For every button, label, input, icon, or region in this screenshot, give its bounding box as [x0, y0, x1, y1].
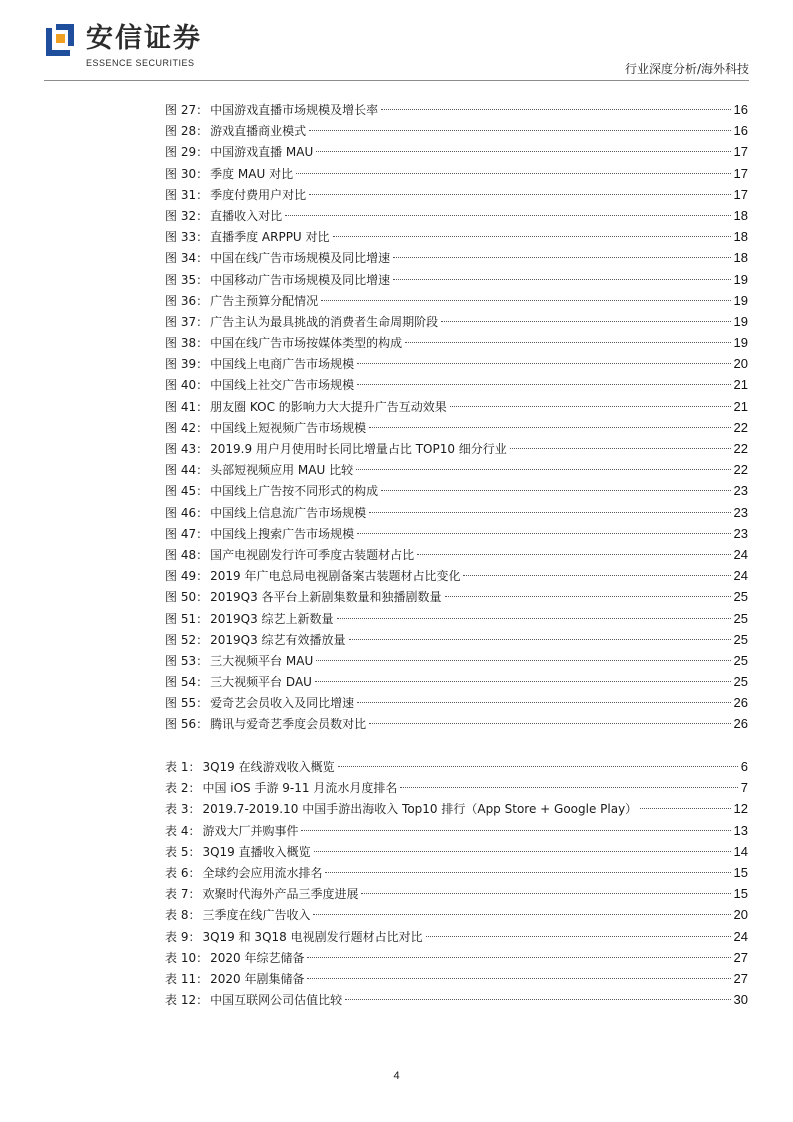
toc-entry-title: 2020 年综艺储备: [210, 950, 305, 965]
toc-entry-page: 22: [733, 462, 748, 478]
page-number: 4: [393, 1070, 400, 1082]
toc-entry-page: 24: [733, 928, 748, 944]
toc-entry-page: 26: [733, 695, 748, 711]
figure-index-entry[interactable]: [165, 544, 748, 565]
figure-index-entry[interactable]: [165, 332, 748, 353]
toc-leader-dots: [345, 999, 730, 1000]
toc-leader-dots: [381, 109, 730, 110]
toc-entry-label: 图 47：: [165, 526, 209, 541]
toc-leader-dots: [441, 321, 730, 322]
table-index-entry[interactable]: [165, 904, 748, 925]
table-index-entry[interactable]: [165, 777, 748, 798]
toc-leader-dots: [640, 808, 730, 809]
toc-entry-title: 3Q19 和 3Q18 电视剧发行题材占比对比: [202, 929, 423, 944]
toc-entry-page: 12: [733, 801, 748, 817]
figure-index-entry[interactable]: [165, 374, 748, 395]
toc-entry-page: 25: [733, 674, 748, 690]
toc-leader-dots: [445, 596, 731, 597]
toc-leader-dots: [309, 130, 730, 131]
table-index-entry[interactable]: [165, 841, 748, 862]
figure-index-entry[interactable]: [165, 353, 748, 374]
toc-entry-page: 25: [733, 652, 748, 668]
toc-leader-dots: [337, 618, 731, 619]
toc-entry-page: 30: [733, 992, 748, 1008]
toc-entry-page: 17: [733, 186, 748, 202]
toc-leader-dots: [357, 384, 730, 385]
table-index: [165, 756, 748, 1010]
toc-entry-title: 国产电视剧发行许可季度古装题材占比: [210, 547, 415, 562]
toc-entry-page: 15: [733, 886, 748, 902]
toc-entry-page: 21: [733, 398, 748, 414]
toc-entry-page: 7: [740, 780, 748, 796]
toc-entry-label: 表 4：: [165, 823, 201, 838]
toc-entry-title: 直播季度 ARPPU 对比: [210, 230, 330, 245]
toc-entry-label: 图 32：: [165, 208, 209, 223]
toc-entry-title: 中国线上广告按不同形式的构成: [210, 484, 379, 499]
toc-entry-label: 图 48：: [165, 547, 209, 562]
toc-entry-page: 27: [733, 949, 748, 965]
brand-name-cn: 安信证券: [86, 23, 202, 54]
toc-leader-dots: [510, 448, 731, 449]
toc-entry-label: 图 56：: [165, 717, 209, 732]
toc-entry-label: 图 55：: [165, 696, 209, 711]
toc-leader-dots: [405, 342, 730, 343]
toc-leader-dots: [393, 279, 730, 280]
toc-entry-page: 25: [733, 610, 748, 626]
toc-entry-label: 图 38：: [165, 336, 209, 351]
toc-leader-dots: [307, 978, 730, 979]
toc-entry-page: 19: [733, 313, 748, 329]
toc-entry-label: 图 50：: [165, 590, 209, 605]
toc-entry-label: 图 52：: [165, 632, 209, 647]
toc-entry-page: 22: [733, 441, 748, 456]
figure-index-entry[interactable]: [165, 184, 748, 205]
toc-entry-page: 25: [733, 589, 748, 605]
toc-entry-page: 17: [733, 144, 748, 160]
toc-leader-dots: [325, 872, 730, 873]
toc-entry-label: 图 42：: [165, 420, 209, 435]
figure-index-entry[interactable]: [165, 247, 748, 268]
table-index-entry[interactable]: [165, 798, 748, 819]
figure-index-entry[interactable]: [165, 311, 748, 332]
toc-leader-dots: [321, 300, 730, 301]
toc-entry-title: 2020 年剧集储备: [210, 971, 305, 986]
toc-leader-dots: [400, 787, 737, 788]
toc-entry-page: 20: [733, 907, 748, 923]
toc-entry-label: 图 46：: [165, 505, 209, 520]
toc-leader-dots: [450, 406, 731, 407]
figure-index-entry[interactable]: [165, 586, 748, 607]
toc-entry-label: 图 39：: [165, 357, 209, 372]
toc-leader-dots: [357, 533, 730, 534]
figure-index-entry[interactable]: [165, 99, 748, 120]
figure-index-entry[interactable]: [165, 608, 748, 629]
toc-leader-dots: [309, 194, 730, 195]
toc-entry-label: 图 31：: [165, 187, 209, 202]
toc-entry-label: 表 11：: [165, 971, 209, 986]
toc-leader-dots: [361, 893, 730, 894]
toc-entry-label: 表 6：: [165, 865, 201, 880]
toc-entry-title: 3Q19 在线游戏收入概览: [202, 760, 335, 774]
figure-index-entry[interactable]: [165, 671, 748, 692]
toc-entry-label: 表 8：: [165, 908, 201, 923]
table-index-entry[interactable]: [165, 883, 748, 904]
toc-entry-label: 图 34：: [165, 251, 209, 266]
toc-entry-title: 广告主预算分配情况: [210, 293, 319, 308]
figure-index-entry[interactable]: [165, 438, 748, 459]
table-index-entry[interactable]: [165, 926, 748, 947]
figure-index-entry[interactable]: [165, 629, 748, 650]
toc-leader-dots: [349, 639, 731, 640]
toc-entry-page: 25: [733, 631, 748, 647]
figure-index-entry[interactable]: [165, 396, 748, 417]
table-index-entry[interactable]: [165, 989, 748, 1010]
toc-entry-title: 广告主认为最具挑战的消费者生命周期阶段: [210, 314, 439, 329]
toc-entry-title: 2019.7-2019.10 中国手游出海收入 Top10 排行（App Store + Google Play）: [202, 802, 638, 817]
figure-index-entry[interactable]: [165, 565, 748, 586]
figure-index-entry[interactable]: [165, 205, 748, 226]
toc-leader-dots: [393, 257, 730, 258]
toc-leader-dots: [381, 490, 730, 491]
toc-entry-label: 图 40：: [165, 378, 209, 393]
figure-index-entry[interactable]: [165, 163, 748, 184]
toc-entry-title: 中国游戏直播 MAU: [210, 145, 314, 160]
toc-leader-dots: [316, 151, 730, 152]
toc-entry-page: 23: [733, 525, 748, 541]
toc-entry-label: 图 45：: [165, 484, 209, 499]
figure-index-entry[interactable]: [165, 692, 748, 713]
toc-entry-title: 腾讯与爱奇艺季度会员数对比: [210, 717, 367, 732]
toc-leader-dots: [301, 830, 730, 831]
toc-entry-page: 24: [733, 568, 748, 584]
page-header: [0, 0, 793, 82]
toc-leader-dots: [285, 215, 730, 216]
toc-entry-title: 2019Q3 综艺有效播放量: [210, 632, 346, 647]
essence-logo-icon: [44, 22, 76, 58]
figure-index: [165, 99, 748, 735]
report-category: 行业深度分析/海外科技: [624, 62, 749, 76]
table-index-entry[interactable]: [165, 756, 748, 777]
toc-entry-title: 三大视频平台 DAU: [210, 675, 312, 690]
toc-entry-title: 中国在线广告市场按媒体类型的构成: [210, 336, 403, 351]
toc-leader-dots: [296, 173, 730, 174]
toc-leader-dots: [307, 957, 730, 958]
toc-entry-title: 中国互联网公司估值比较: [210, 993, 343, 1008]
toc-entry-title: 中国游戏直播市场规模及增长率: [210, 103, 379, 117]
toc-entry-label: 图 29：: [165, 145, 209, 160]
toc-entry-title: 3Q19 直播收入概览: [202, 844, 311, 859]
toc-leader-dots: [426, 936, 731, 937]
table-index-entry[interactable]: [165, 820, 748, 841]
figure-index-entry[interactable]: [165, 523, 748, 544]
toc-entry-label: 表 12：: [165, 993, 209, 1008]
toc-entry-title: 中国 iOS 手游 9-11 月流水月度排名: [202, 781, 398, 796]
toc-entry-label: 图 43：: [165, 442, 209, 456]
toc-entry-title: 朋友圈 KOC 的影响力大大提升广告互动效果: [210, 399, 447, 414]
toc-entry-title: 中国移动广告市场规模及同比增速: [210, 272, 391, 287]
toc-leader-dots: [316, 660, 730, 661]
toc-entry-page: 18: [733, 229, 748, 245]
figure-index-entry[interactable]: [165, 713, 748, 734]
toc-entry-label: 表 2：: [165, 781, 201, 796]
figure-index-entry[interactable]: [165, 226, 748, 247]
toc-entry-page: 16: [733, 123, 748, 139]
toc-entry-page: 26: [733, 716, 748, 732]
toc-entry-title: 直播收入对比: [210, 208, 283, 223]
toc-entry-title: 游戏直播商业模式: [210, 124, 307, 139]
toc-entry-page: 22: [733, 419, 748, 435]
toc-entry-label: 图 37：: [165, 314, 209, 329]
toc-entry-label: 图 49：: [165, 569, 209, 584]
toc-entry-title: 全球约会应用流水排名: [202, 865, 323, 880]
toc-entry-label: 表 10：: [165, 950, 209, 965]
toc-entry-label: 图 35：: [165, 272, 209, 287]
toc-entry-page: 27: [733, 970, 748, 986]
figure-index-entry[interactable]: [165, 269, 748, 290]
toc-leader-dots: [333, 236, 731, 237]
toc-leader-dots: [417, 554, 730, 555]
toc-leader-dots: [369, 512, 730, 513]
toc-entry-label: 表 9：: [165, 929, 201, 944]
toc-leader-dots: [369, 723, 730, 724]
toc-entry-page: 13: [733, 822, 748, 838]
toc-leader-dots: [338, 766, 738, 767]
toc-entry-title: 季度 MAU 对比: [210, 166, 294, 181]
toc-entry-title: 三季度在线广告收入: [202, 908, 311, 923]
toc-entry-label: 图 51：: [165, 611, 209, 626]
toc-entry-page: 21: [733, 377, 748, 393]
header-divider: [44, 80, 749, 81]
toc-entry-label: 图 41：: [165, 399, 209, 414]
figure-index-entry[interactable]: [165, 120, 748, 141]
toc-entry-page: 14: [733, 843, 748, 859]
toc-entry-label: 表 7：: [165, 887, 201, 902]
toc-entry-page: 18: [733, 250, 748, 266]
toc-entry-label: 图 30：: [165, 166, 209, 181]
toc-leader-dots: [463, 575, 730, 576]
toc-leader-dots: [356, 469, 730, 470]
toc-leader-dots: [357, 363, 730, 364]
toc-entry-title: 2019Q3 各平台上新剧集数量和独播剧数量: [210, 590, 442, 605]
toc-entry-title: 游戏大厂并购事件: [202, 823, 299, 838]
toc-entry-page: 16: [733, 102, 748, 117]
toc-entry-page: 6: [740, 759, 748, 774]
toc-entry-page: 20: [733, 356, 748, 372]
toc-entry-title: 2019Q3 综艺上新数量: [210, 611, 334, 626]
toc-entry-page: 18: [733, 207, 748, 223]
toc-leader-dots: [357, 702, 730, 703]
toc-leader-dots: [369, 427, 730, 428]
toc-entry-title: 中国在线广告市场规模及同比增速: [210, 251, 391, 266]
toc-entry-page: 24: [733, 546, 748, 562]
table-index-entry[interactable]: [165, 862, 748, 883]
toc-entry-label: 图 27：: [165, 103, 209, 117]
toc-entry-title: 季度付费用户对比: [210, 187, 307, 202]
toc-entry-label: 表 1：: [165, 760, 201, 774]
toc-entry-label: 图 53：: [165, 653, 209, 668]
toc-entry-label: 图 44：: [165, 463, 209, 478]
toc-entry-title: 中国线上短视频广告市场规模: [210, 420, 367, 435]
toc-leader-dots: [315, 681, 731, 682]
toc-leader-dots: [313, 914, 730, 915]
toc-entry-title: 三大视频平台 MAU: [210, 653, 314, 668]
table-index-entry[interactable]: [165, 968, 748, 989]
toc-entry-page: 17: [733, 165, 748, 181]
toc-entry-title: 中国线上搜索广告市场规模: [210, 526, 355, 541]
toc-entry-label: 图 28：: [165, 124, 209, 139]
toc-entry-page: 19: [733, 335, 748, 351]
toc-entry-page: 19: [733, 271, 748, 287]
figure-index-entry[interactable]: [165, 417, 748, 438]
toc-entry-title: 中国线上电商广告市场规模: [210, 357, 355, 372]
toc-entry-page: 23: [733, 483, 748, 499]
toc-entry-label: 表 5：: [165, 844, 201, 859]
toc-entry-label: 图 33：: [165, 230, 209, 245]
brand-name-en: ESSENCE SECURITIES: [86, 58, 195, 68]
toc-entry-label: 图 36：: [165, 293, 209, 308]
toc-entry-title: 爱奇艺会员收入及同比增速: [210, 696, 355, 711]
toc-entry-label: 表 3：: [165, 802, 201, 817]
toc-entry-page: 23: [733, 504, 748, 520]
figure-index-entry[interactable]: [165, 650, 748, 671]
toc-entry-title: 2019.9 用户月使用时长同比增量占比 TOP10 细分行业: [210, 442, 507, 456]
table-index-entry[interactable]: [165, 947, 748, 968]
toc-entry-page: 15: [733, 864, 748, 880]
toc-entry-title: 2019 年广电总局电视剧备案古装题材占比变化: [210, 569, 461, 584]
figure-index-entry[interactable]: [165, 480, 748, 501]
toc-entry-page: 19: [733, 292, 748, 308]
toc-leader-dots: [314, 851, 731, 852]
toc-entry-label: 图 54：: [165, 675, 209, 690]
figure-index-entry[interactable]: [165, 502, 748, 523]
toc-entry-title: 头部短视频应用 MAU 比较: [210, 463, 354, 478]
figure-index-entry[interactable]: [165, 459, 748, 480]
figure-index-entry[interactable]: [165, 290, 748, 311]
figure-index-entry[interactable]: [165, 141, 748, 162]
toc-entry-title: 中国线上信息流广告市场规模: [210, 505, 367, 520]
toc-entry-title: 欢聚时代海外产品三季度进展: [202, 887, 359, 902]
toc-entry-title: 中国线上社交广告市场规模: [210, 378, 355, 393]
